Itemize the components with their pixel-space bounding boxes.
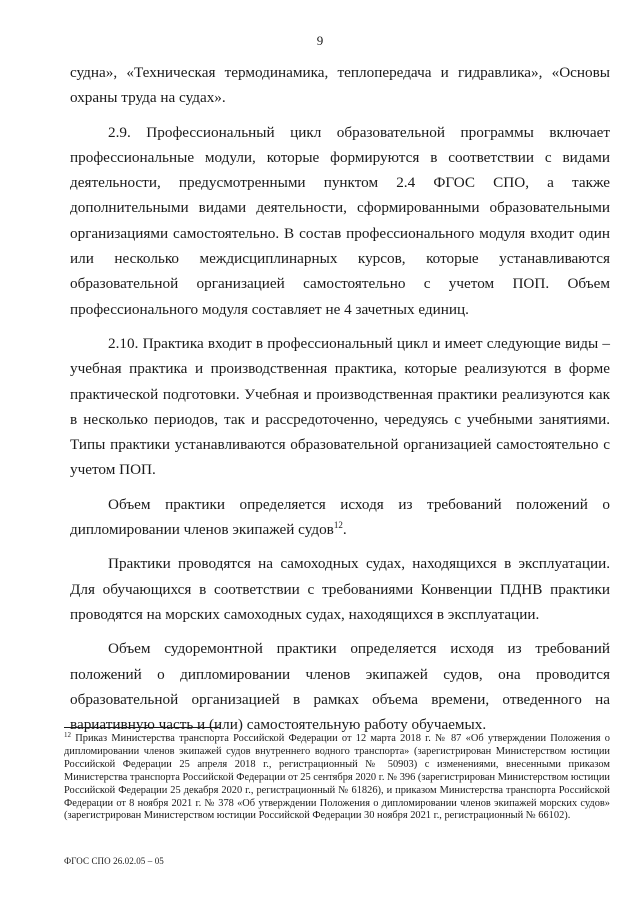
page-number: 9 (316, 33, 324, 48)
paragraph-practice-volume (70, 492, 610, 543)
paragraph-continuation: судна», «Техническая термодинамика, теплопередача и гидравлика», «Основы охраны труда на судах». (70, 64, 610, 107)
practice-volume-text: Объем практики определяется исходя из требований положений о дипломировании членов экипажей судов (70, 495, 610, 539)
paragraph-2-9: 2.9. Профессиональный цикл образовательной программы включает профессиональные модули, которые формируются в соответствии с видами деятельности, предусмотренными пунктом 2.4 ФГОС СПО, а также дополнительными видами деятельности, сформированными образовательными организациями самостоятельно. В состав профессионального модуля входит один или несколько междисциплинарных курсов, которые устанавливаются образовательной организацией самостоятельно с учетом ПОП. Объем профессионального модуля составляет не 4 зачетных единиц. (70, 123, 610, 318)
paragraph-practice-vessels: Практики проводятся на самоходных судах, находящихся в эксплуатации. Для обучающихся в соответствии с требованиями Конвенции ПДНВ практики проводятся на морских самоходных судах, находящихся в эксплуатации. (70, 555, 610, 623)
footnote (64, 733, 610, 823)
footnote-reference: 12 (333, 520, 343, 531)
footnote-divider (64, 727, 220, 728)
footnote-marker: 12 (64, 731, 71, 739)
footnote-text: Приказ Министерства транспорта Российской Федерации от 12 марта 2018 г. № 87 «Об утверждении Положения о дипломировании членов экипажей судов внутреннего водного транспорта» (зарегистрирован Министерством юстиции Российской Федерации 25 апреля 2018 г., регистрационный № 50903) с изменениями, внесенными приказом Министерства транспорта Российской Федерации от 25 сентября 2020 г. № 396 (зарегистрирован Министерством юстиции Российской Федерации 25 декабря 2020 г., регистрационный № 61826), и приказом Министерства транспорта Российской Федерации от 8 ноября 2021 г. № 378 «Об утверждении Положения о дипломировании членов экипажей морских судов» (зарегистрирован Министерством юстиции Российской Федерации 30 ноября 2021 г., регистрационный № 66102). (64, 733, 610, 822)
document-code: ФГОС СПО 26.02.05 – 05 (64, 856, 164, 866)
document-body (70, 60, 610, 737)
practice-volume-period: . (342, 521, 347, 539)
paragraph-2-10: 2.10. Практика входит в профессиональный цикл и имеет следующие виды – учебная практика и производственная практика, которые реализуются в форме практической подготовки. Учебная и производственная практики реализуются как в несколько периодов, так и рассредоточенно, чередуясь с учебными занятиями. Типы практики устанавливаются образовательной организацией самостоятельно с учетом ПОП. (70, 334, 610, 479)
paragraph-ship-repair-practice: Объем судоремонтной практики определяется исходя из требований положений о дипломировании членов экипажей судов, она проводится образовательной организацией в рамках объема времени, отведенного на вариативную часть и (или) самостоятельную работу обучаемых. (70, 640, 610, 734)
